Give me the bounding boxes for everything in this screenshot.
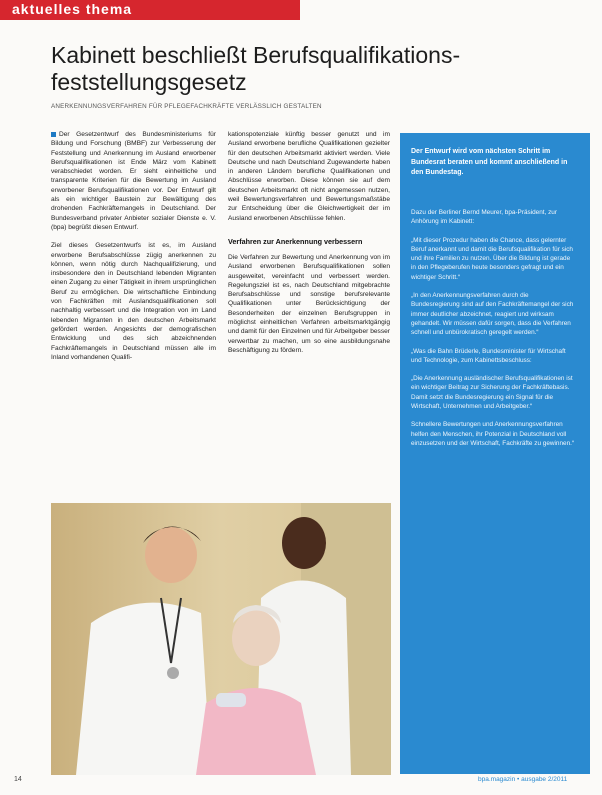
article-paragraph: Der Gesetzentwurf des Bundesministeriums für Bildung und Forschung (BMBF) zur Verbesserung der Feststellung und Anerkennung im Ausland erworbener Berufsqualifikationen ist Ende März vom Kabinett verabschiedet worden. Er sieht einheitliche und transparente Kriterien für die Bewertung im Ausland erworbener Berufsqualifikationen vor. Der Entwurf gilt als ein wichtiger Baustein zur Bewältigung des drohenden Fachkräftemangels in Deutschland. Der Bundesverband privater Anbieter sozialer Dienste e. V. (bpa) begrüßt diesen Entwurf. <box>51 131 216 231</box>
sidebar-paragraph: „Was die Bahn Brüderle, Bundesminister für Wirtschaft und Technologie, zum Kabinettsbeschluss: <box>411 347 566 364</box>
article-paragraph: Die Verfahren zur Bewertung und Anerkennung von im Ausland erworbenen Berufsqualifikationen sollen ausgeweitet, vereinfacht und verbessert werden. Regelungsziel ist es, nach Deutschland mitgebrachte Berufsabschlüsse und sonstige berufsrelevante Qualifikationen unter Berücksichtigung der Besonderheiten der einzelnen Berufsgruppen in möglichst einheitlichen Verfahren arbeitsmarktgängig und damit für den Einzelnen und für Arbeitgeber besser verwertbar zu machen, um so eine ausbildungsnahe Beschäftigung zu fördern. <box>228 253 390 354</box>
article-column-1 <box>51 130 216 371</box>
sidebar-paragraph: Schnellere Bewertungen und Anerkennungsverfahren helfen den Menschen, ihr Potenzial in Deutschland voll einzusetzen und der Wirtschaft, Fachkräfte zu gewinnen.“ <box>411 421 575 447</box>
section-label: aktuelles thema <box>12 1 133 17</box>
section-heading: Verfahren zur Anerkennung verbessern <box>228 236 363 246</box>
sidebar-body <box>411 208 575 457</box>
sidebar-paragraph: „Die Anerkennung ausländischer Berufsqualifikationen ist ein wichtiger Beitrag zur Sicherung der Fachkräftebasis. Damit setzt die Bundesregierung ein Signal für die Wirtschaft, Unternehmen und Arbeitgeber.“ <box>411 375 573 411</box>
article-paragraph: Ziel dieses Gesetzentwurfs ist es, im Ausland erworbene Berufsabschlüsse zügig anerkennen zu können, wenn nötig durch Nachqualifizierung, und insbesondere den in Deutschland lebenden Migranten einen Zugang zu einer Tätigkeit in ihrem ursprünglichen Beruf zu ermöglichen. Die wirtschaftliche Einbindung von Fachkräften mit Auslandsqualifikationen soll nachhaltig verbessert und die Integration von im Land lebenden Migranten in den deutschen Arbeitsmarkt gefördert werden. Angesichts der demografischen Entwicklung und des sich abzeichnenden Fachkräftemangels in Deutschland müssen alle im Inland vorhandenen Qualifi- <box>51 242 216 361</box>
care-scene-illustration <box>51 503 391 775</box>
sidebar-paragraph: „In den Anerkennungsverfahren durch die Bundesregierung sind auf den Fachkräftemangel der sich immer deutlicher abzeichnet, reagiert und wirksam gehandelt. Wir müssen dafür sorgen, dass die Verfahren schnell und unbürokratisch geregelt werden.“ <box>411 292 574 337</box>
article-photo <box>51 503 391 775</box>
sidebar-paragraph: „Mit dieser Prozedur haben die Chance, dass gelernter Beruf anerkannt und damit die Berufsqualifikation für sich und ihre Familien zu nutzen. Über die Bildung ist gerade in den Pflegeberufen heute besonders gefragt und ein wichtiger Schritt.“ <box>411 236 573 281</box>
article-title: Kabinett beschließt Berufsqualifikations-feststellungsgesetz <box>51 42 461 95</box>
magazine-footer: bpa.magazin • ausgabe 2/2011 <box>478 776 568 783</box>
info-sidebar <box>400 133 590 774</box>
article-column-2 <box>228 130 390 364</box>
sidebar-paragraph: Dazu der Berliner Bernd Meurer, bpa-Präsident, zur Anhörung im Kabinett: <box>411 209 557 226</box>
article-subtitle: ANERKENNUNGSVERFAHREN FÜR PFLEGEFACHKRÄFTE VERLÄSSLICH GESTALTEN <box>51 103 322 110</box>
bullet-square-icon <box>51 132 56 137</box>
section-banner <box>0 0 300 20</box>
page-number: 14 <box>14 776 22 783</box>
sidebar-heading: Der Entwurf wird vom nächsten Schritt im Bundesrat beraten und kommt anschließend in den Bundestag. <box>411 148 568 176</box>
article-paragraph: kationspotenziale künftig besser genutzt und im Ausland erworbene berufliche Qualifikationen gezielter für den deutschen Arbeitsmarkt aktiviert werden. Viele Deutsche und nach Deutschland Zugewanderte haben in anderen Ländern berufliche Qualifikationen und Abschlüsse erworben. Diese können sie auf dem deutschen Arbeitsmarkt oft nicht angemessen nutzen, weil Bewertungsverfahren und Bewertungsmaßstäbe zur Entscheidung über die Gleichwertigkeit der im Ausland erworbenen Abschlüsse fehlen. <box>228 131 390 222</box>
